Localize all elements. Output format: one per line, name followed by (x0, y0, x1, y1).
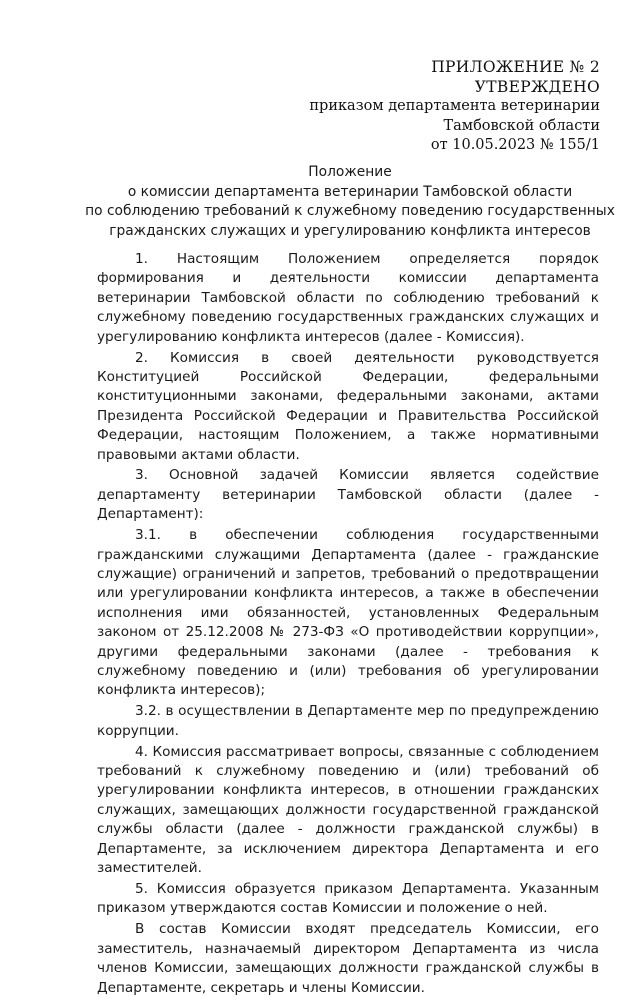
title-line: Положение (308, 164, 392, 180)
paragraph-3: 3. Основной задачей Комиссии является содействие департаменту ветеринарии Тамбовской области (далее - Департамент): (97, 467, 599, 523)
order-reference: приказом департамента ветеринарии (309, 98, 600, 114)
approved-label: УТВЕРЖДЕНО (474, 77, 600, 96)
title-line: гражданских служащих и урегулированию конфликта интересов (109, 222, 591, 239)
title-line: о комиссии департамента ветеринарии Тамбовской области (127, 183, 573, 200)
paragraph-5-composition: В состав Комиссии входят председатель Комиссии, его заместитель, назначаемый директором Департамента из числа членов Комиссии, замещающих должности гражданской службы в Департаменте, секретарь и члены Комиссии. (97, 921, 599, 996)
order-date-number: от 10.05.2023 № 155/1 (430, 137, 600, 153)
document-title (80, 163, 620, 241)
document-body (97, 250, 599, 999)
paragraph-2: 2. Комиссия в своей деятельности руководствуется Конституцией Российской Федерации, федеральными конституционными законами, федеральными законами, актами Президента Российской Федерации и Правительства Российской Федерации, настоящим Положением, а также нормативными правовыми актами области. (97, 349, 599, 463)
order-region: Тамбовской области (443, 117, 600, 134)
paragraph-1: 1. Настоящим Положением определяется порядок формирования и деятельности комиссии департамента ветеринарии Тамбовской области по соблюдению требований к служебному поведению государственных гражданских служащих и урегулированию конфликта интересов (далее - Комиссия). (97, 251, 599, 345)
paragraph-3-1: 3.1. в обеспечении соблюдения государственными гражданскими служащими Департамента (далее - гражданские служащие) ограничений и запретов, требований о предотвращении или урегулировании конфликта интересов, а также в обеспечении исполнения ими обязанностей, установленных Федеральным законом от 25.12.2008 № 273-ФЗ «О противодействии коррупции», другими федеральными законами (далее - требования к служебному поведению и (или) требования об урегулировании конфликта интересов); (97, 527, 599, 699)
paragraph-5: 5. Комиссия образуется приказом Департамента. Указанным приказом утверждаются состав Комиссии и положение о ней. (97, 881, 599, 917)
paragraph-4: 4. Комиссия рассматривает вопросы, связанные с соблюдением требований к служебному поведению и (или) требований об урегулировании конфликта интересов, в отношении гражданских служащих, замещающих должности государственной гражданской службы области (далее - должности гражданской службы) в Департаменте, за исключением директора Департамента и его заместителей. (97, 743, 599, 877)
approval-block (309, 58, 600, 156)
title-line: по соблюдению требований к служебному поведению государственных (85, 203, 615, 219)
appendix-number: ПРИЛОЖЕНИЕ № 2 (431, 58, 600, 76)
paragraph-3-2: 3.2. в осуществлении в Департаменте мер по предупреждению коррупции. (97, 703, 599, 739)
